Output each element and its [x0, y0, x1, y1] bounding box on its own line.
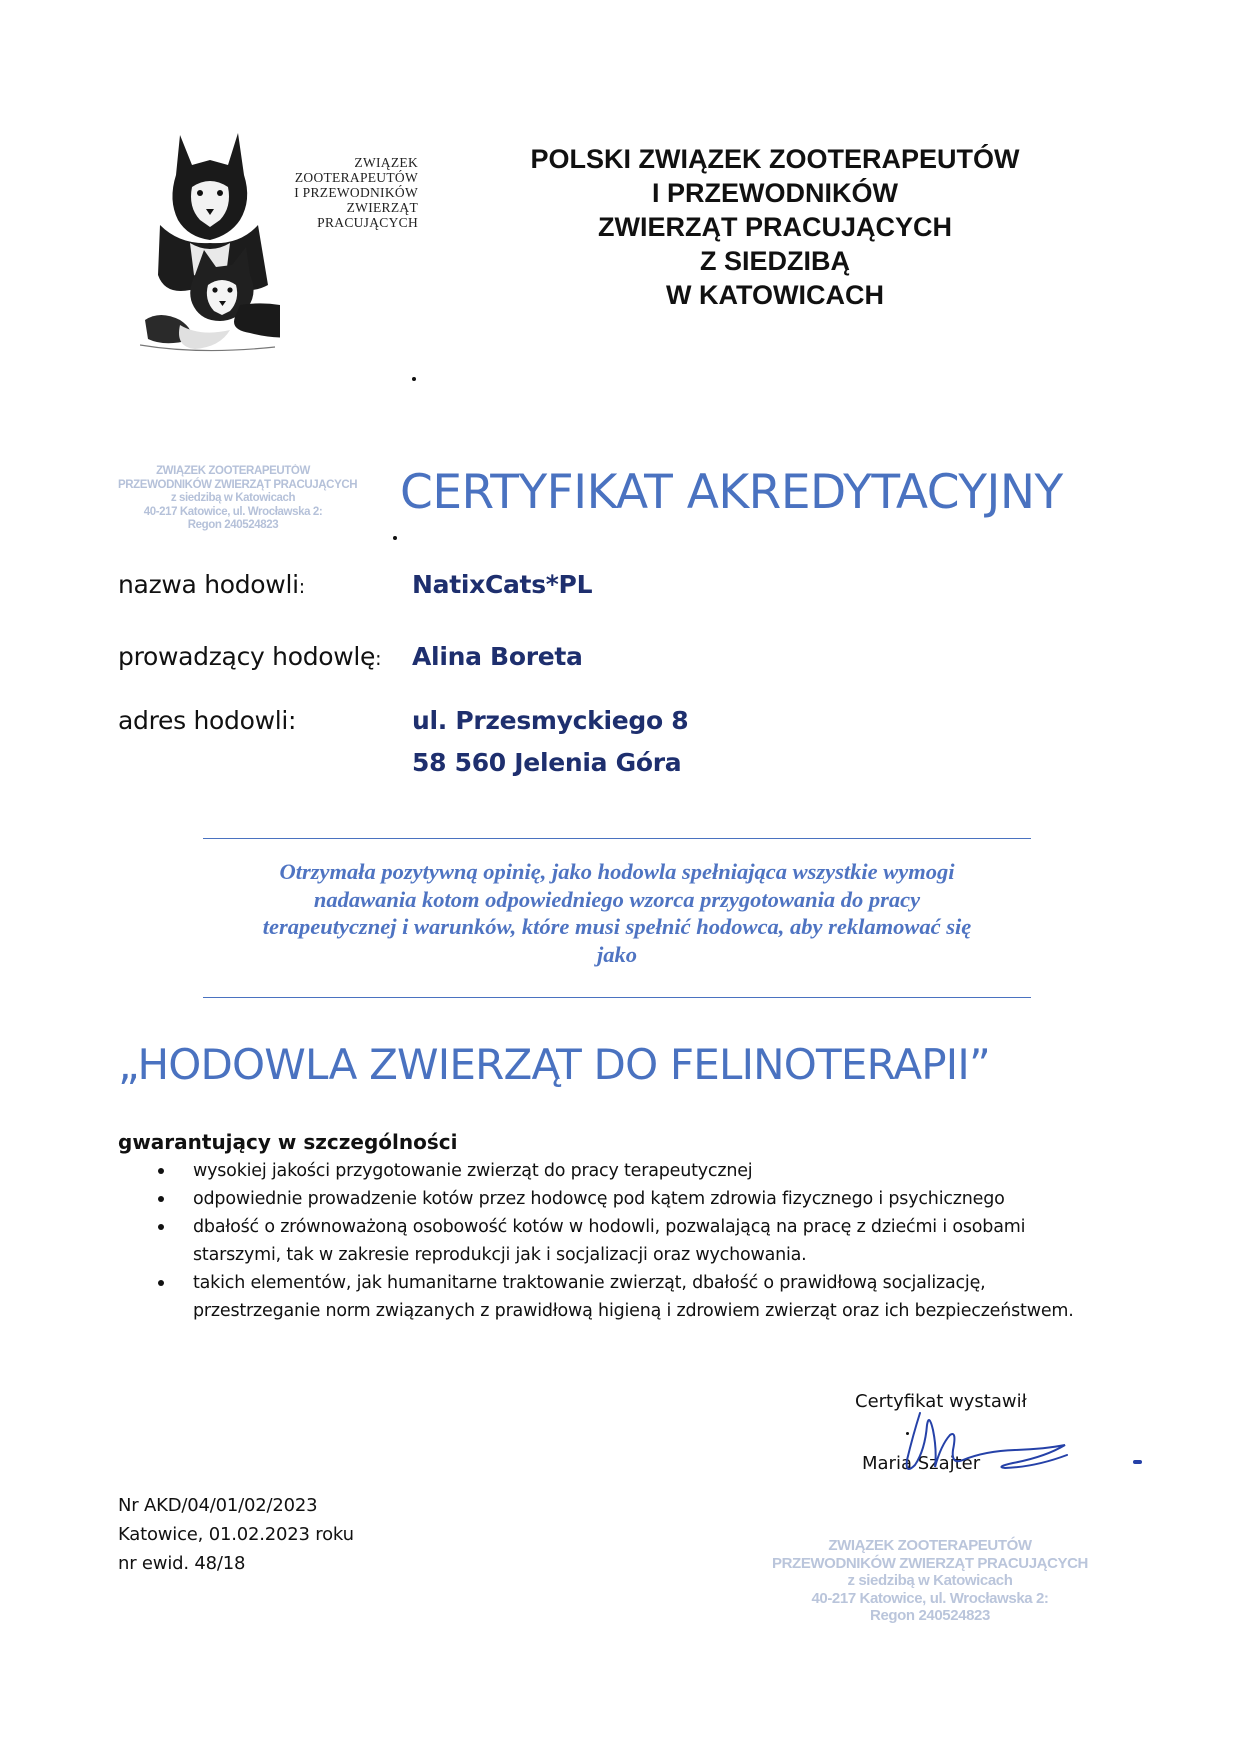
registry-number: nr ewid. 48/18 [118, 1553, 246, 1574]
logo-text [258, 155, 418, 230]
logo-text-line: ZWIĄZEK [354, 155, 418, 170]
logo-text-line: ZWIERZĄT [346, 200, 418, 215]
address-line-2: 58 560 Jelenia Góra [412, 748, 682, 777]
logo-text-line: PRACUJĄCYCH [317, 215, 418, 230]
opinion-text [203, 858, 1031, 968]
guarantee-item [150, 1157, 1100, 1185]
breeder-value: Alina Boreta [412, 642, 583, 671]
bullet-icon [158, 1168, 164, 1174]
guarantee-heading: gwarantujący w szczególności [118, 1130, 458, 1154]
header-line: ZWIERZĄT PRACUJĄCYCH [598, 212, 952, 242]
logo-text-line: ZOOTERAPEUTÓW [294, 170, 418, 185]
header-line: POLSKI ZWIĄZEK ZOOTERAPEUTÓW [530, 144, 1020, 174]
header-line: I PRZEWODNIKÓW [652, 178, 898, 208]
divider-top [203, 838, 1031, 839]
guarantee-item-text: wysokiej jakości przygotowanie zwierząt do pracy terapeutycznej [193, 1161, 753, 1181]
organization-header [470, 142, 1080, 312]
breeder-label [118, 642, 381, 671]
association-logo [140, 125, 430, 355]
header-line: W KATOWICACH [666, 280, 884, 310]
stamp-line: z siedzibą w Katowicach [170, 492, 296, 504]
guarantee-item [150, 1269, 1100, 1325]
dot-mark [412, 377, 416, 381]
label-text: nazwa hodowli [118, 570, 299, 599]
label-colon: : [375, 648, 382, 670]
opinion-line: terapeutycznej i warunków, które musi spełnić hodowca, aby reklamować się [262, 914, 972, 939]
breeding-name-label [118, 570, 305, 599]
stamp-line: 40-217 Katowice, ul. Wrocławska 2: [811, 1589, 1049, 1607]
stamp-line: Regon 240524823 [870, 1607, 990, 1624]
bullet-icon [158, 1224, 164, 1230]
stamp-line: ZWIĄZEK ZOOTERAPEUTÓW [156, 465, 310, 477]
dot-mark [393, 536, 397, 540]
certificate-number: Nr AKD/04/01/02/2023 [118, 1495, 318, 1516]
guarantee-item [150, 1213, 1100, 1269]
breeding-name-value: NatixCats*PL [412, 570, 593, 599]
stamp-bottom [770, 1537, 1090, 1625]
bullet-icon [158, 1280, 164, 1286]
divider-bottom [203, 997, 1031, 998]
breeding-type-title: „HODOWLA ZWIERZĄT DO FELINOTERAPII” [118, 1040, 990, 1089]
opinion-line: Otrzymała pozytywną opinię, jako hodowla spełniająca wszystkie wymogi [279, 859, 955, 884]
stamp-line: PRZEWODNIKÓW ZWIERZĄT PRACUJĄCYCH [772, 1554, 1088, 1572]
guarantee-item-text: takich elementów, jak humanitarne traktowanie zwierząt, dbałość o prawidłową socjalizację, przestrzeganie norm związanych z prawidłową higieną i zdrowiem zwierząt oraz ich bezpieczeństwem. [193, 1273, 1074, 1321]
ink-mark [1133, 1460, 1142, 1464]
guarantee-list [150, 1157, 1100, 1325]
stamp-line: PRZEWODNIKÓW ZWIERZĄT PRACUJĄCYCH [118, 478, 358, 491]
header-line: Z SIEDZIBĄ [699, 246, 850, 276]
issued-by-label: Certyfikat wystawił [855, 1391, 1027, 1412]
address-line-1: ul. Przesmyckiego 8 [412, 706, 689, 735]
guarantee-item-text: dbałość o zrównoważoną osobowość kotów w hodowli, pozwalającą na pracę z dziećmi i osobami starszymi, tak w zakresie reprodukcji jak i socjalizacji oraz wychowania. [193, 1217, 1026, 1265]
stamp-line: 40-217 Katowice, ul. Wrocławska 2: [143, 505, 323, 518]
stamp-line: Regon 240524823 [187, 519, 279, 531]
opinion-line: nadawania kotom odpowiedniego wzorca przygotowania do pracy [313, 886, 921, 912]
logo-text-line: I PRZEWODNIKÓW [294, 185, 418, 200]
certificate-title: CERTYFIKAT AKREDYTACYJNY [400, 465, 1063, 520]
guarantee-item [150, 1185, 1100, 1213]
place-and-date: Katowice, 01.02.2023 roku [118, 1524, 354, 1545]
stamp-top [118, 465, 358, 533]
label-text: prowadzący hodowlę [118, 642, 376, 671]
issuer-name: Maria Szajter [862, 1453, 981, 1474]
dot-mark [906, 1432, 909, 1435]
stamp-line: ZWIĄZEK ZOOTERAPEUTÓW [828, 1537, 1032, 1554]
guarantee-item-text: odpowiednie prowadzenie kotów przez hodowcę pod kątem zdrowia fizycznego i psychicznego [193, 1189, 1005, 1209]
stamp-line: z siedzibą w Katowicach [847, 1572, 1013, 1589]
handwritten-signature [895, 1405, 1080, 1485]
label-colon: : [298, 576, 305, 598]
opinion-line: jako [596, 941, 637, 967]
address-label: adres hodowli: [118, 706, 297, 735]
bullet-icon [158, 1196, 164, 1202]
